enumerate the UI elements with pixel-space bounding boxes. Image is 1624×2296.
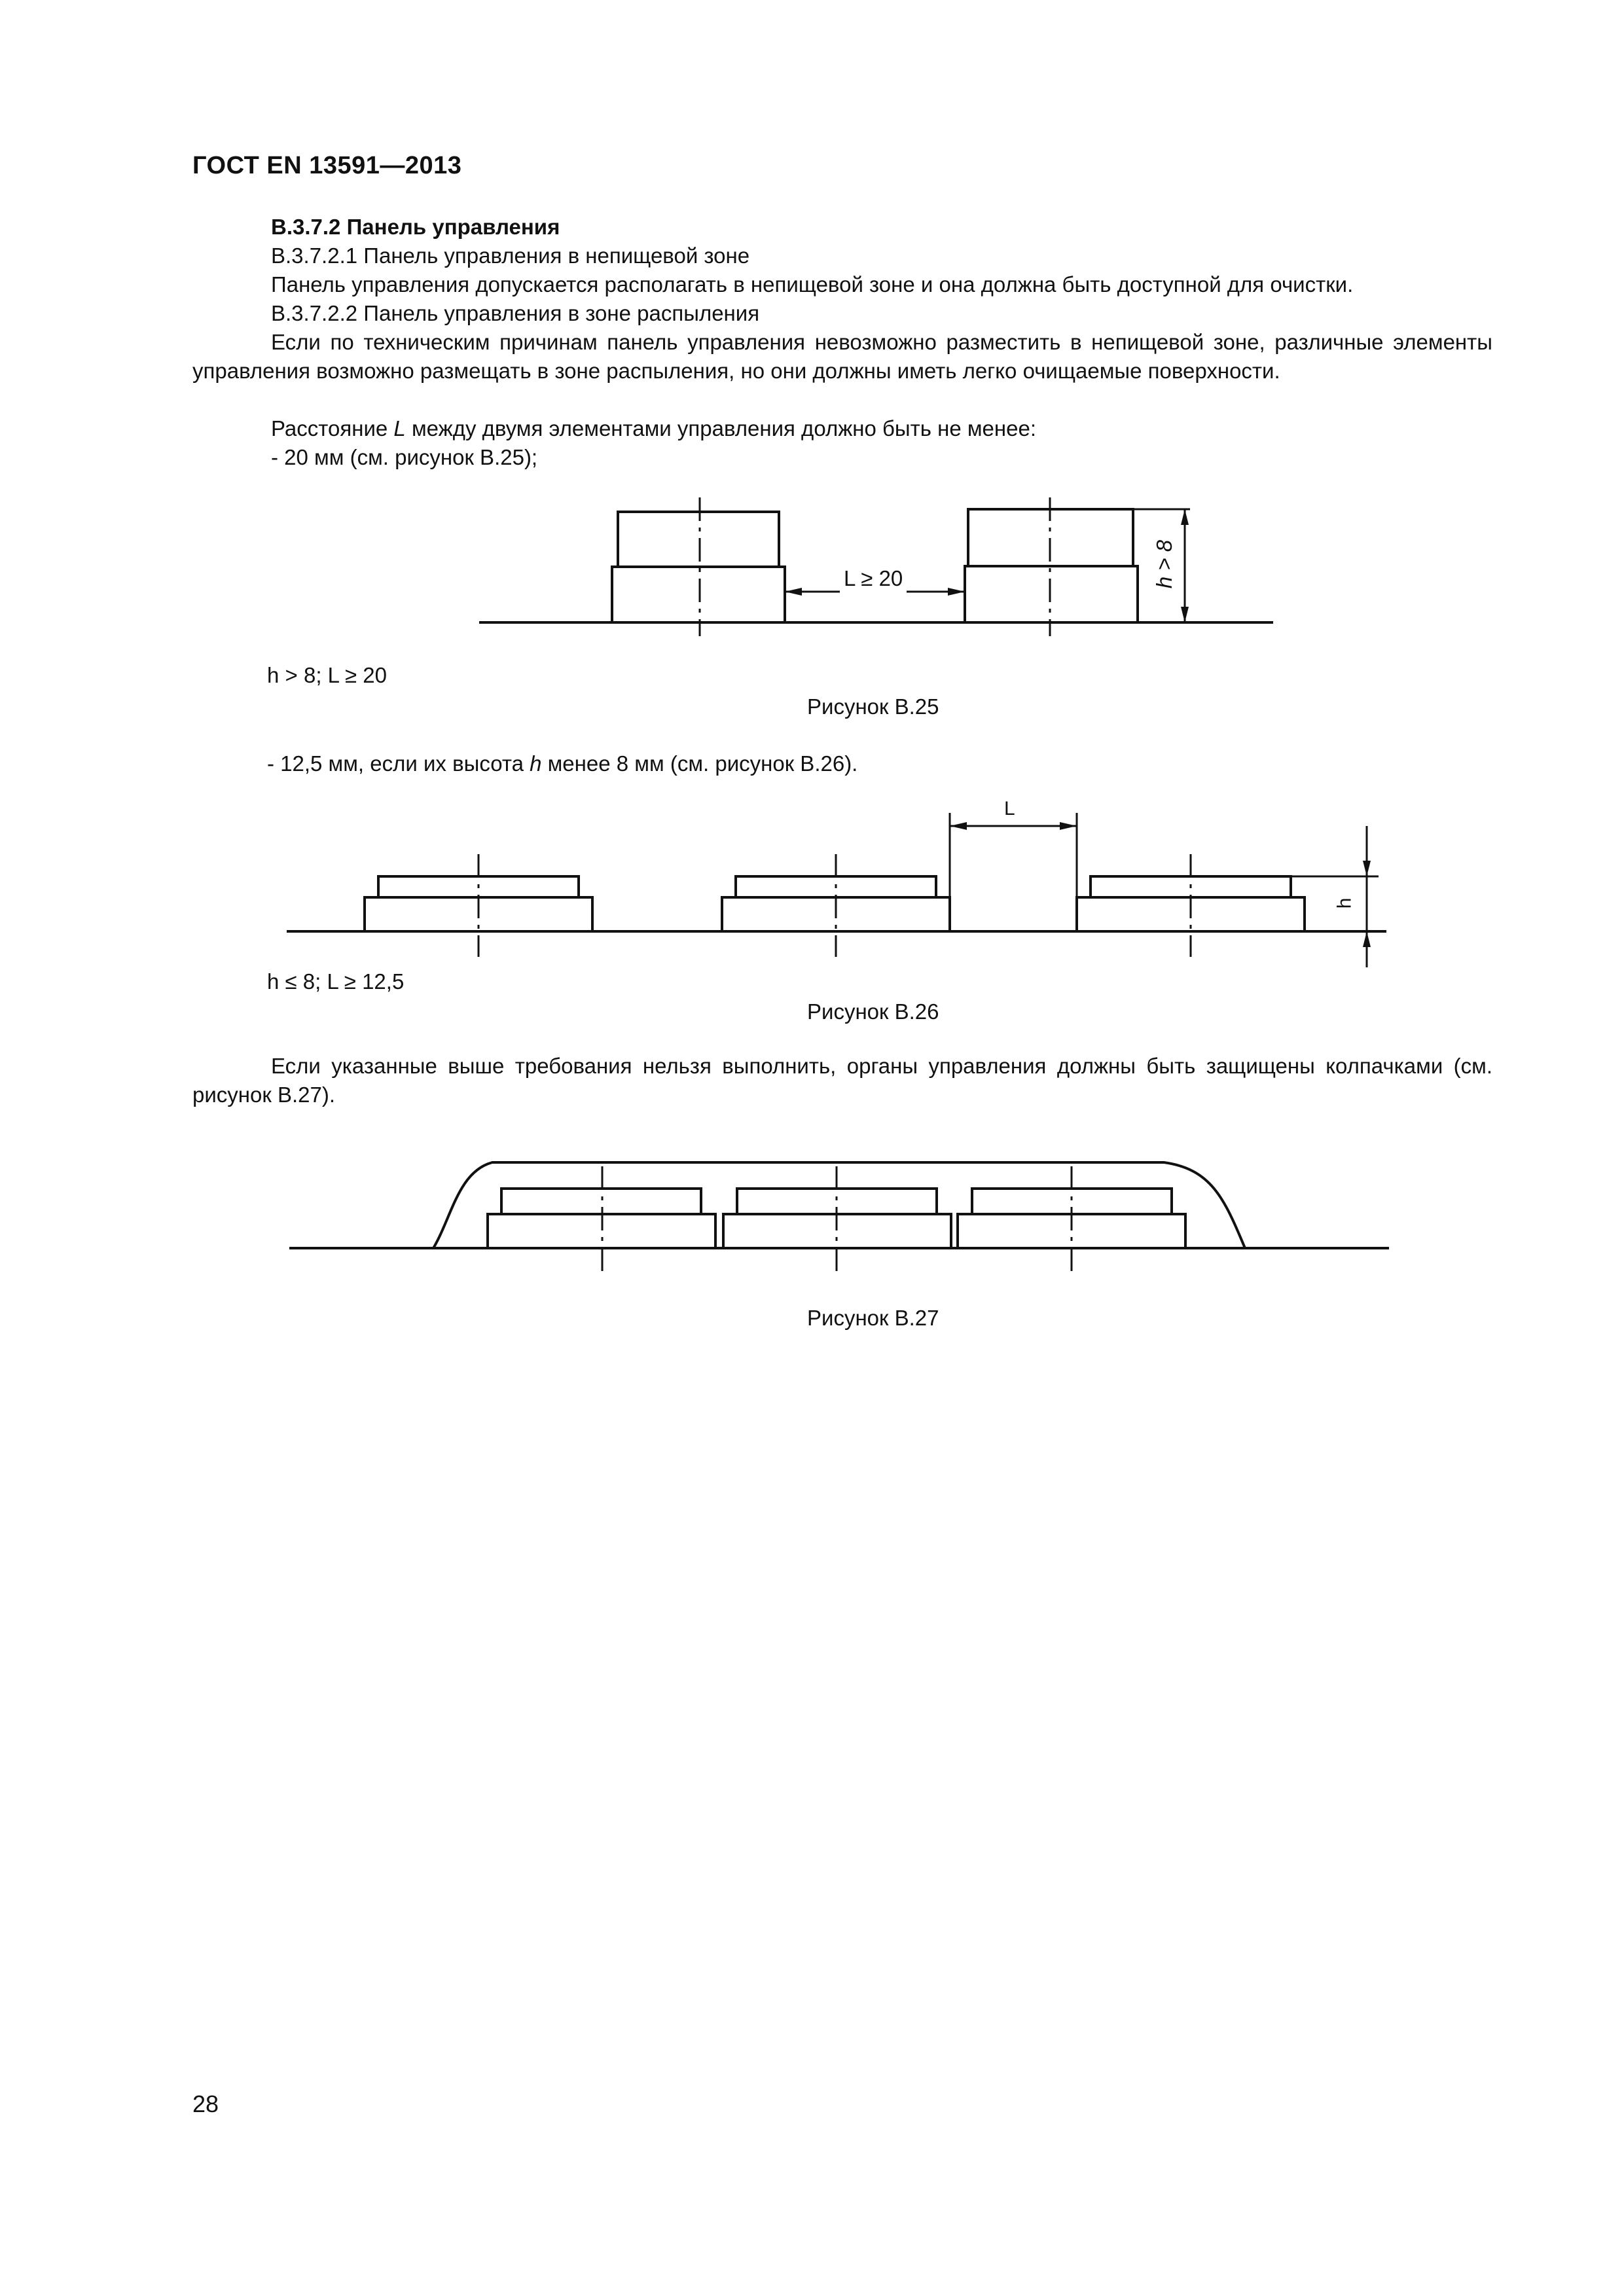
closing-paragraph: Если указанные выше требования нельзя выполнить, органы управления должны быть защищены колпачками (см. рисунок В.27). bbox=[192, 1054, 1492, 1107]
b26-condition: h ≤ 8; L ≥ 12,5 bbox=[267, 969, 405, 994]
section-heading: В.3.7.2 Панель управления bbox=[271, 215, 560, 239]
b25-left-control-top bbox=[618, 512, 779, 567]
b27-control-3-base bbox=[958, 1214, 1185, 1248]
b26-control-3-base bbox=[1077, 897, 1305, 931]
distance-requirement bbox=[271, 414, 1036, 443]
item-2-part-b: менее 8 мм (см. рисунок В.26). bbox=[541, 751, 858, 776]
b26-control-1-top bbox=[378, 876, 579, 897]
b27-control-3-top bbox=[972, 1189, 1172, 1214]
b26-h-label: h bbox=[1333, 897, 1356, 909]
item-2-part-a: - 12,5 мм, если их высота bbox=[267, 751, 530, 776]
b26-L-label: L bbox=[1004, 798, 1015, 819]
b25-caption: Рисунок В.25 bbox=[807, 694, 939, 719]
b27-control-1-base bbox=[488, 1214, 715, 1248]
distance-prefix: Расстояние bbox=[271, 416, 394, 440]
subsection-2-title: В.3.7.2.2 Панель управления в зоне распыления bbox=[271, 301, 760, 325]
document-header: ГОСТ EN 13591—2013 bbox=[192, 152, 462, 179]
b25-right-control-top bbox=[968, 509, 1133, 566]
b25-left-control-base bbox=[612, 567, 785, 622]
b26-control-1-base bbox=[365, 897, 592, 931]
subsection-1-title: В.3.7.2.1 Панель управления в непищевой зоне bbox=[271, 243, 750, 268]
b26-caption: Рисунок В.26 bbox=[807, 999, 939, 1024]
requirement-item-2 bbox=[267, 749, 857, 778]
b25-right-control-base bbox=[965, 566, 1138, 622]
b27-caption: Рисунок В.27 bbox=[807, 1306, 939, 1330]
b26-control-2-base bbox=[722, 897, 950, 931]
distance-variable: L bbox=[393, 416, 406, 440]
requirement-item-1: - 20 мм (см. рисунок В.25); bbox=[271, 445, 538, 469]
b27-control-2-base bbox=[723, 1214, 951, 1248]
item-2-variable: h bbox=[530, 751, 542, 776]
b27-control-1-top bbox=[501, 1189, 701, 1214]
page-number: 28 bbox=[192, 2090, 219, 2117]
subsection-1-text: Панель управления допускается располагать в непищевой зоне и она должна быть доступной для очистки. bbox=[271, 272, 1354, 296]
distance-suffix: между двумя элементами управления должно быть не менее: bbox=[405, 416, 1037, 440]
b26-control-3-top bbox=[1091, 876, 1291, 897]
b25-L-label: L ≥ 20 bbox=[840, 564, 907, 593]
b27-control-2-top bbox=[737, 1189, 937, 1214]
subsection-2-text: Если по техническим причинам панель управления невозможно разместить в непищевой зоне, различные элементы управления возможно размещать в зоне распыления, но они должны иметь легко очищаемые поверхности. bbox=[192, 330, 1492, 383]
b27-protective-cap bbox=[433, 1162, 1245, 1248]
b25-h-label: h > 8 bbox=[1152, 539, 1177, 589]
b25-condition: h > 8; L ≥ 20 bbox=[267, 663, 387, 687]
b26-control-2-top bbox=[736, 876, 936, 897]
